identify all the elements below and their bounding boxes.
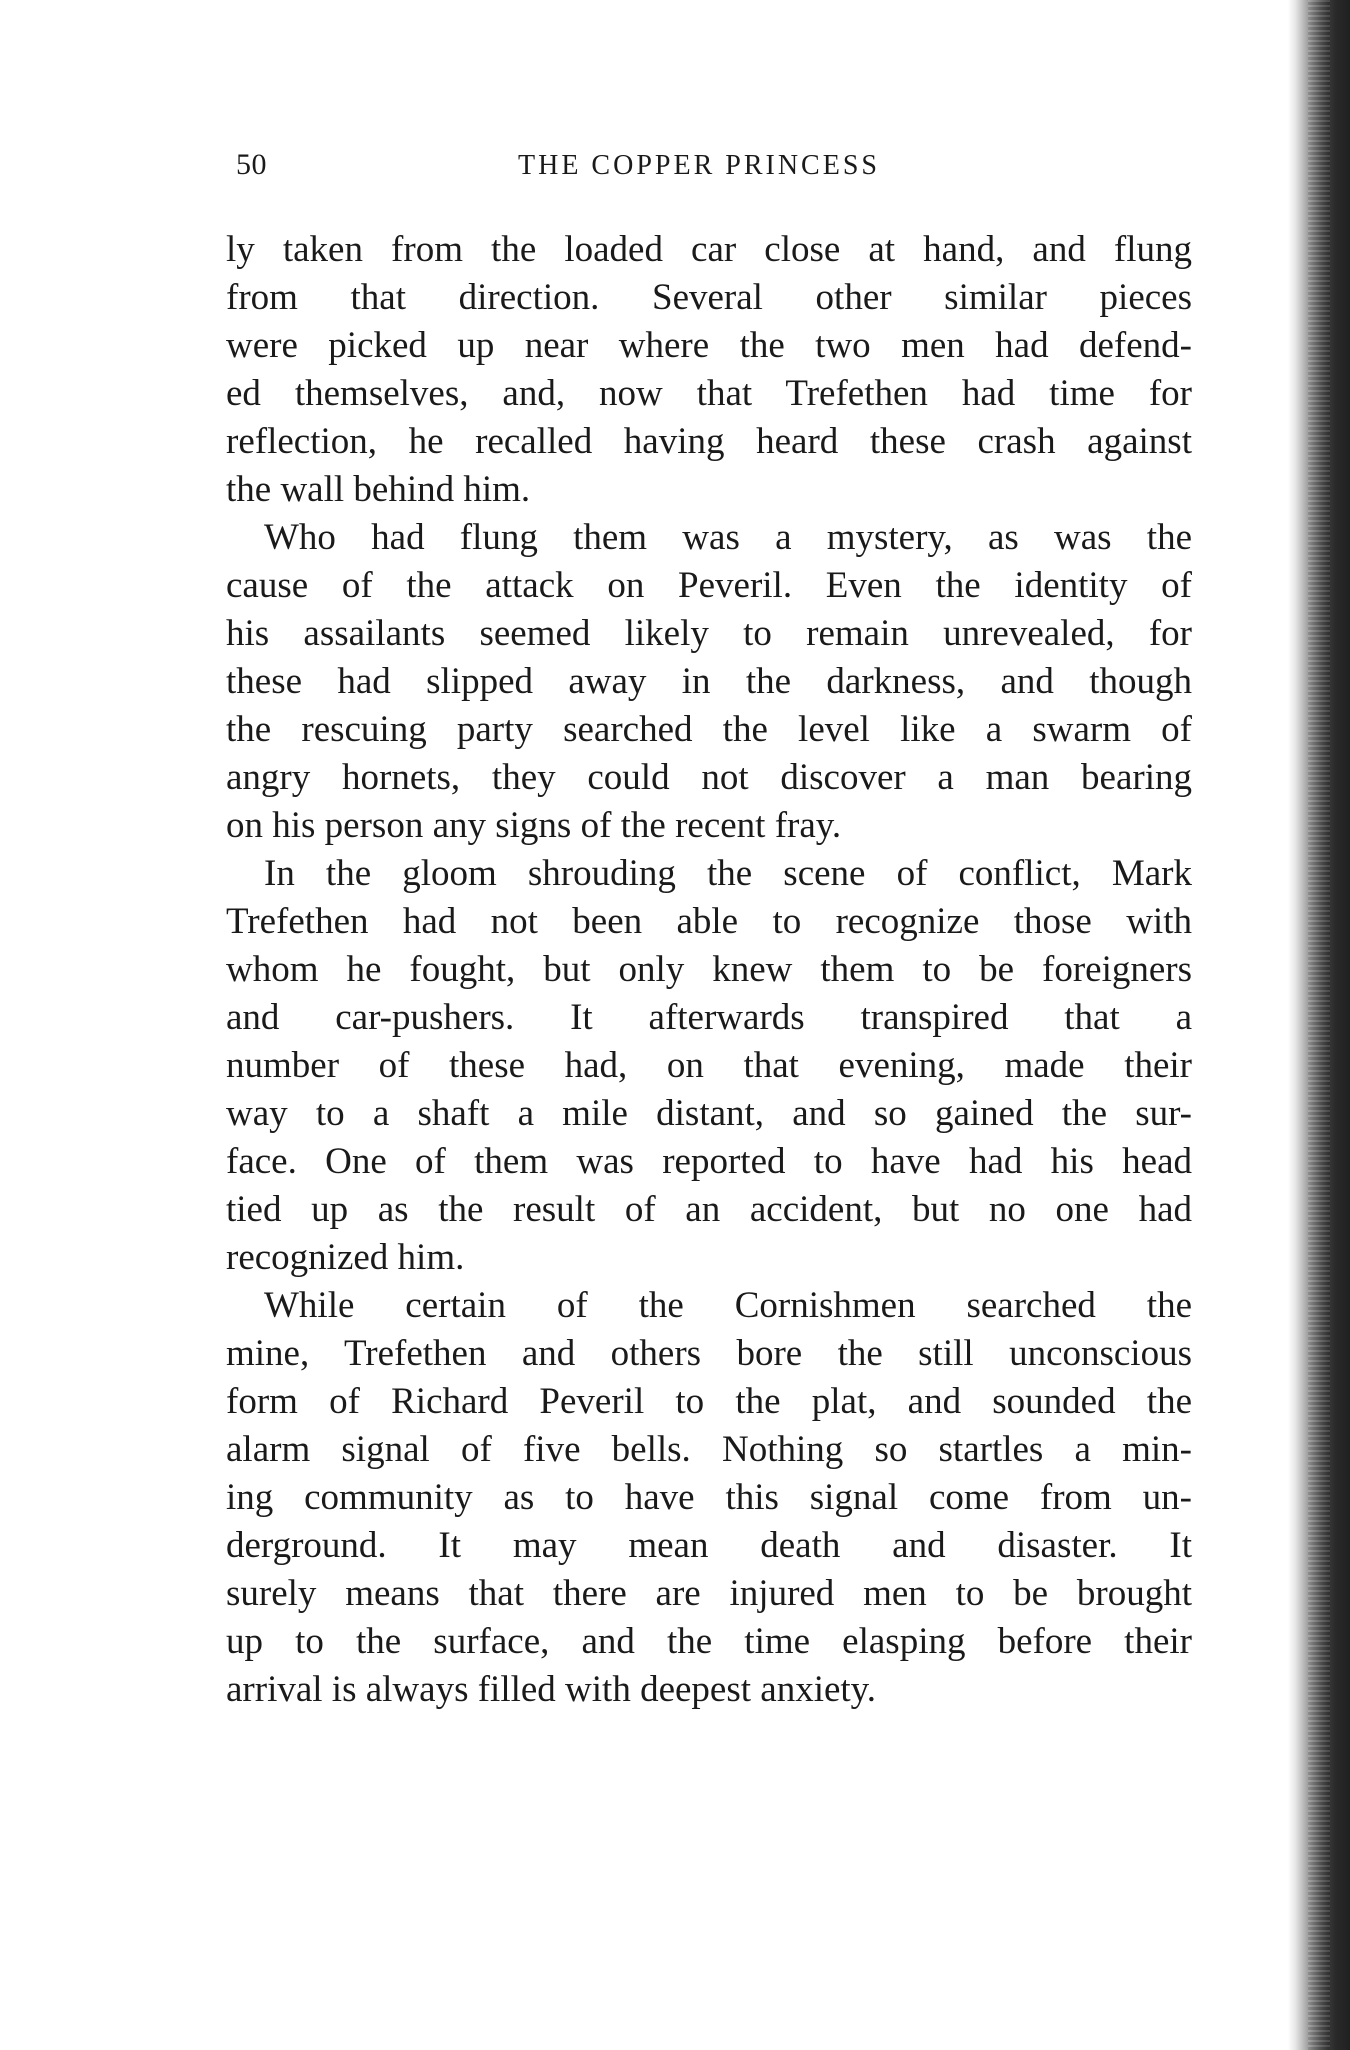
text-line: ly taken from the loaded car close at hand, and flung [226, 229, 1192, 270]
text-line: were picked up near where the two men had defend- [226, 325, 1192, 366]
text-line: tied up as the result of an accident, but no one had [226, 1189, 1192, 1230]
text-line: cause of the attack on Peveril. Even the identity of [226, 565, 1192, 606]
text-line: on his person any signs of the recent fray. [226, 805, 842, 846]
text-line: angry hornets, they could not discover a man bearing [226, 757, 1192, 798]
text-line: While certain of the Cornishmen searched the [264, 1285, 1192, 1326]
text-line: derground. It may mean death and disaster. It [226, 1525, 1192, 1566]
text-line: from that direction. Several other similar pieces [226, 277, 1192, 318]
text-line: up to the surface, and the time elasping before their [226, 1621, 1192, 1662]
text-line: Who had flung them was a mystery, as was the [264, 517, 1192, 558]
text-line: surely means that there are injured men to be brought [226, 1573, 1192, 1614]
running-head [236, 148, 978, 192]
page-edge-texture [1308, 0, 1330, 2050]
text-line: his assailants seemed likely to remain unrevealed, for [226, 613, 1192, 654]
text-line: face. One of them was reported to have had his head [226, 1141, 1192, 1182]
text-line: way to a shaft a mile distant, and so gained the sur- [226, 1093, 1192, 1134]
text-line: the wall behind him. [226, 469, 531, 510]
text-line: the rescuing party searched the level like a swarm of [226, 709, 1192, 750]
text-line: recognized him. [226, 1237, 465, 1278]
text-line: arrival is always filled with deepest anxiety. [226, 1669, 877, 1710]
text-line: Trefethen had not been able to recognize those with [226, 901, 1192, 942]
text-line: whom he fought, but only knew them to be foreigners [226, 949, 1192, 990]
page-number: 50 [236, 148, 267, 181]
text-line: these had slipped away in the darkness, and though [226, 661, 1192, 702]
text-line: form of Richard Peveril to the plat, and sounded the [226, 1381, 1192, 1422]
text-line: mine, Trefethen and others bore the still unconscious [226, 1333, 1192, 1374]
text-line: In the gloom shrouding the scene of conflict, Mark [264, 853, 1192, 894]
text-line: alarm signal of five bells. Nothing so startles a min- [226, 1429, 1192, 1470]
text-line: reflection, he recalled having heard these crash against [226, 421, 1192, 462]
text-line: number of these had, on that evening, made their [226, 1045, 1192, 1086]
text-line: ing community as to have this signal come from un- [226, 1477, 1192, 1518]
book-title: THE COPPER PRINCESS [518, 150, 880, 181]
body-text [226, 226, 1192, 1714]
text-line: ed themselves, and, now that Trefethen had time for [226, 373, 1192, 414]
text-line: and car-pushers. It afterwards transpired that a [226, 997, 1192, 1038]
